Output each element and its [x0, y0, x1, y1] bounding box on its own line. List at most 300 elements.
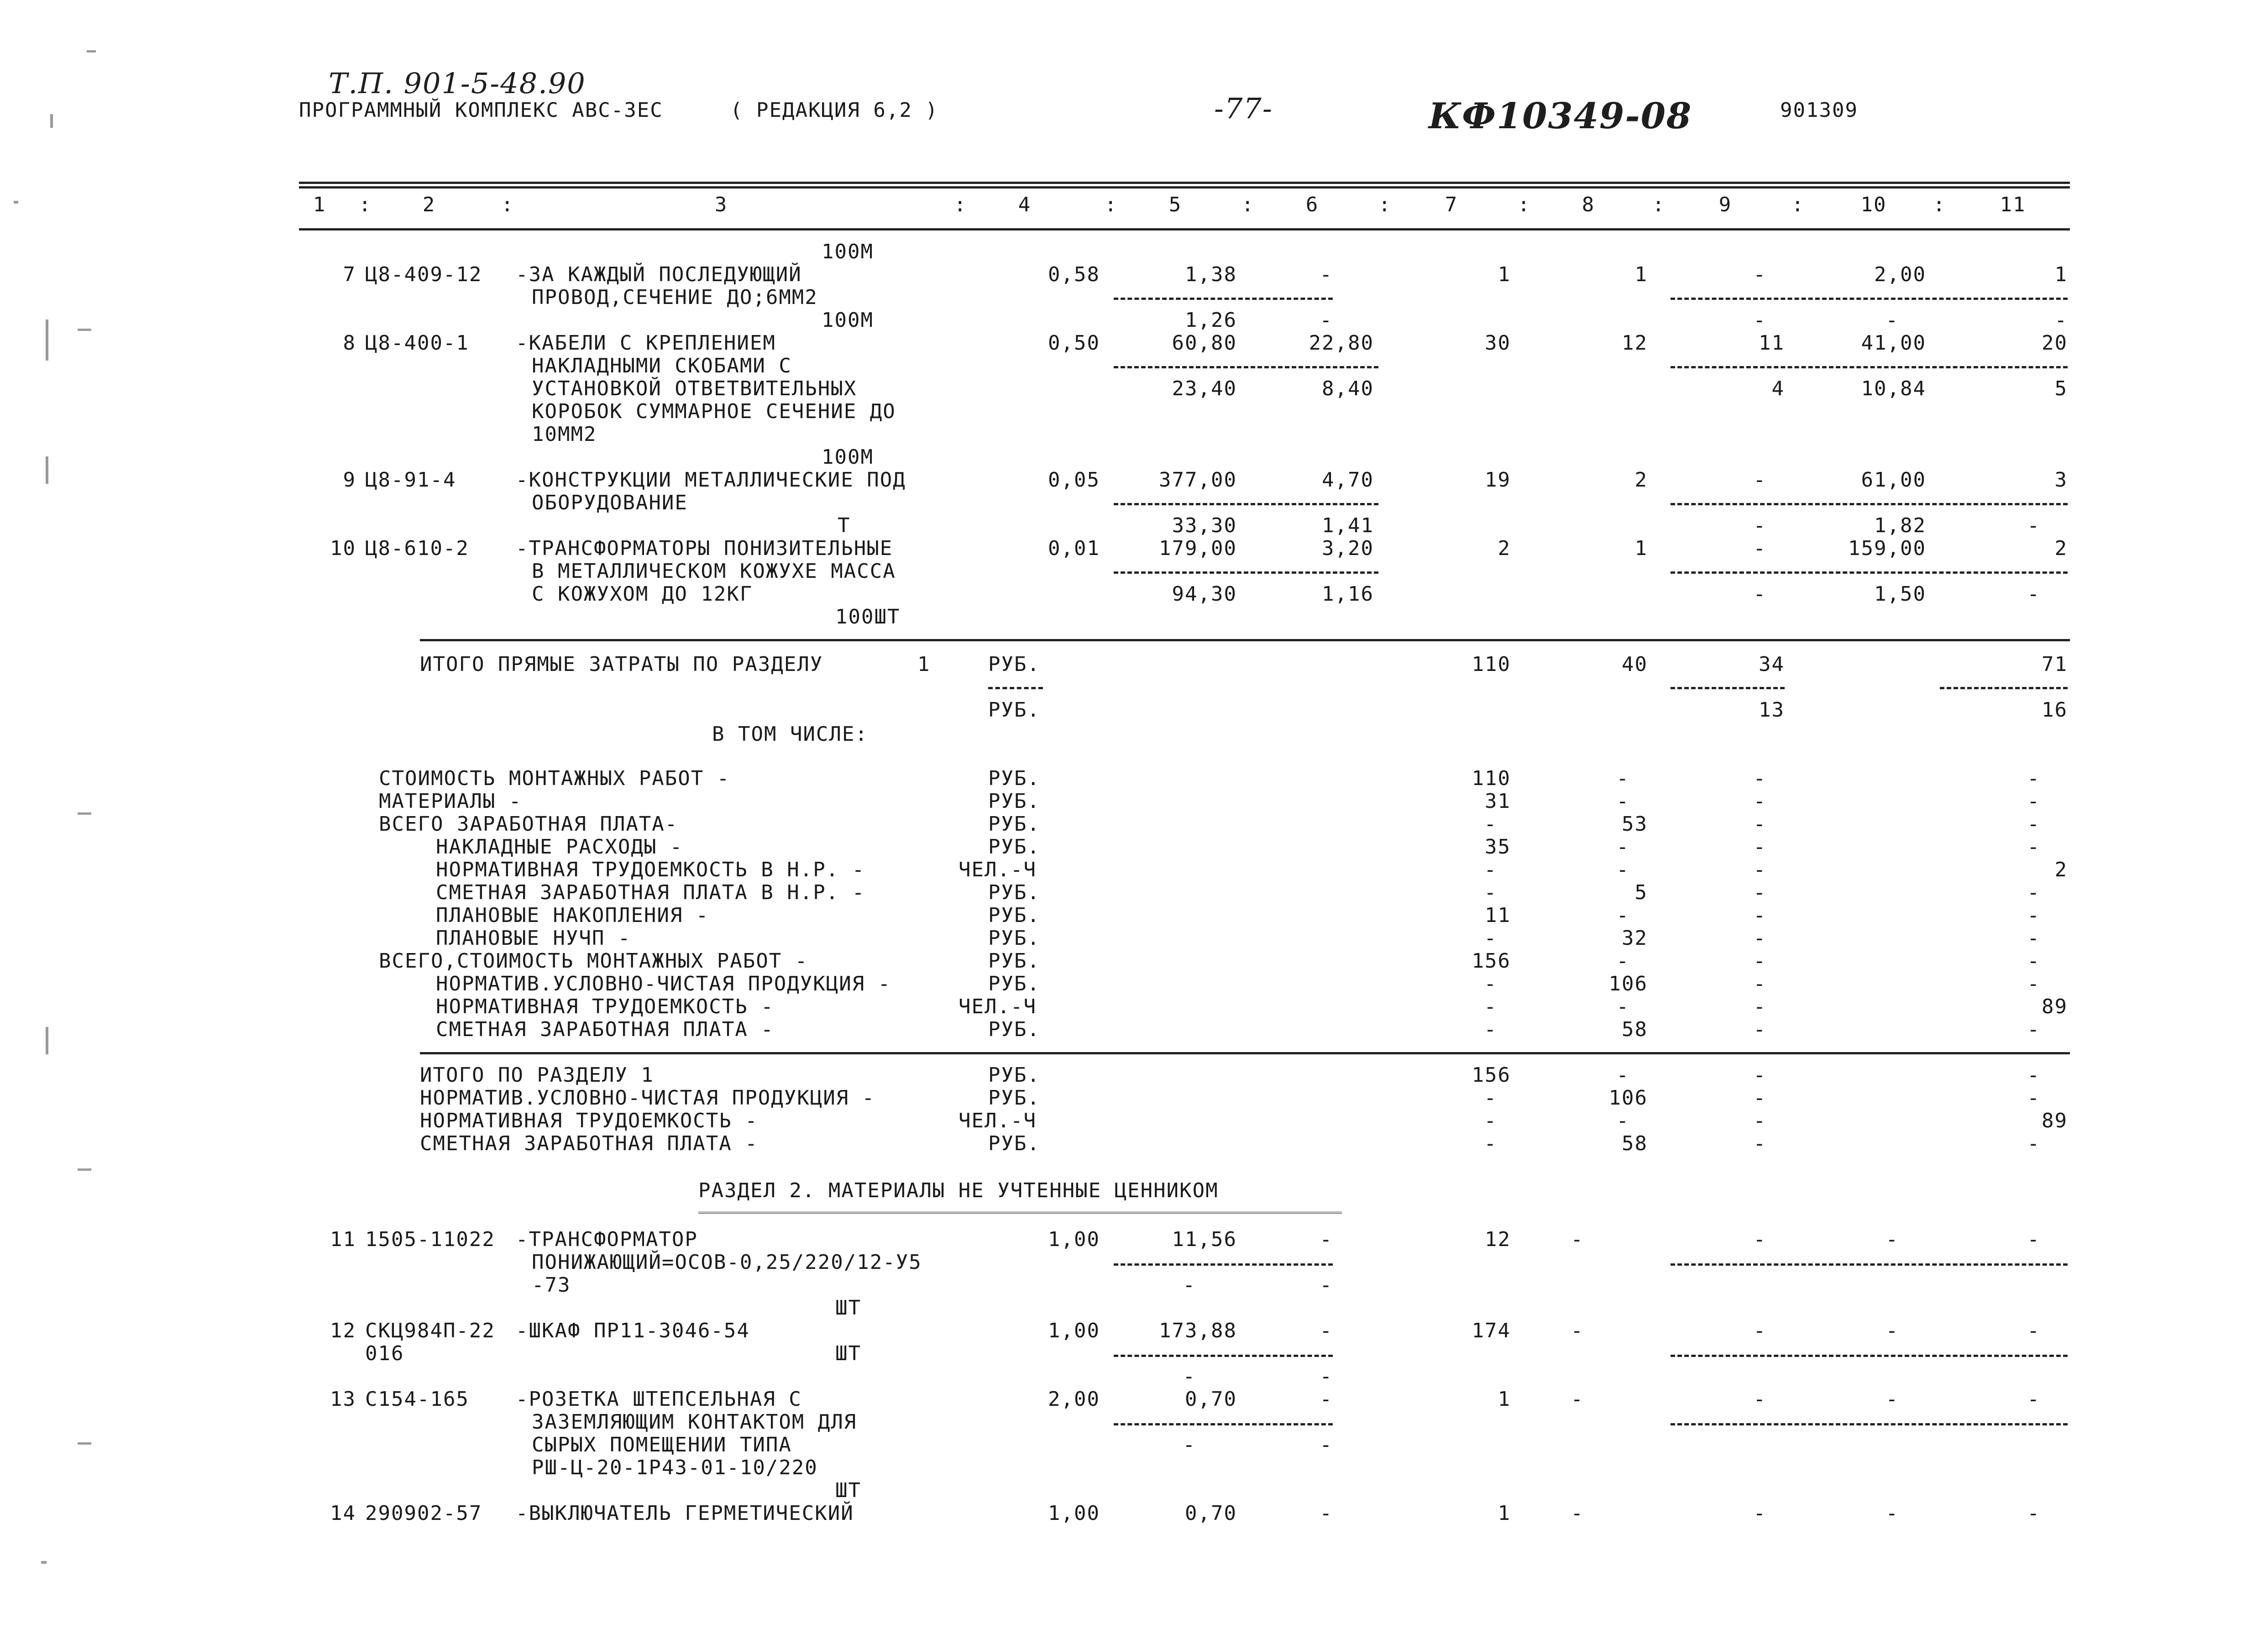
breakdown-col9: -: [1753, 995, 1766, 1018]
breakdown-col9: -: [1753, 949, 1766, 973]
row-quantity: 0,01: [1048, 537, 1100, 560]
row-col5-wage: -: [1183, 1273, 1196, 1297]
breakdown-col7: -: [1484, 858, 1497, 881]
breakdown-col11: -: [2027, 972, 2040, 995]
row-col5-wage: -: [1183, 1433, 1196, 1456]
row-col8: -: [1571, 1502, 1584, 1525]
row-quantity: 2,00: [1048, 1388, 1100, 1411]
row-number: 14: [330, 1502, 356, 1525]
breakdown-unit: РУБ.: [988, 790, 1040, 813]
unit-label: 100М: [822, 240, 874, 263]
row-description: ЗАЗЕМЛЯЮЩИМ КОНТАКТОМ ДЛЯ: [532, 1410, 857, 1434]
row-col9-wage: -: [1753, 309, 1766, 332]
row-description: ОБОРУДОВАНИЕ: [532, 491, 688, 514]
row-subrule: [1114, 1423, 1333, 1425]
breakdown-col8: 5: [1634, 881, 1648, 904]
breakdown-col8: 53: [1622, 812, 1648, 836]
row-col9: -: [1753, 537, 1766, 560]
row-col5-wage: 1,26: [1185, 309, 1237, 332]
breakdown-col11: 2: [2054, 858, 2068, 881]
row-col11-wage: 5: [2054, 377, 2068, 400]
breakdown-col11: -: [2027, 949, 2040, 973]
breakdown-unit: РУБ.: [988, 835, 1040, 859]
breakdown-col8: 106: [1608, 972, 1648, 995]
row-col9: -: [1753, 468, 1766, 492]
row-col5-wage: 23,40: [1172, 377, 1237, 400]
row-subrule: [1671, 298, 2068, 300]
breakdown-col9: -: [1753, 904, 1766, 927]
breakdown-col11: -: [2027, 767, 2040, 790]
breakdown-label: МАТЕРИАЛЫ -: [379, 790, 522, 813]
total-unit: РУБ.: [988, 653, 1040, 676]
breakdown-unit: РУБ.: [988, 881, 1040, 904]
row-description: -РОЗЕТКА ШТЕПСЕЛЬНАЯ С: [516, 1388, 802, 1411]
breakdown-label: НАКЛАДНЫЕ РАСХОДЫ -: [436, 835, 683, 859]
breakdown-col9: -: [1753, 812, 1766, 836]
row-col5: 1,38: [1185, 263, 1237, 286]
breakdown-unit: ЧЕЛ.-Ч: [959, 995, 1037, 1018]
row-col7: 12: [1485, 1228, 1511, 1251]
breakdown-col9: -: [1753, 927, 1766, 950]
row-subrule: [1671, 366, 2068, 368]
section-total-label: ИТОГО ПО РАЗДЕЛУ 1: [420, 1063, 654, 1087]
section-total-col7: -: [1484, 1109, 1497, 1132]
row-col5: 0,70: [1185, 1388, 1237, 1411]
row-col9-wage: -: [1753, 582, 1766, 606]
breakdown-label: НОРМАТИВНАЯ ТРУДОЕМКОСТЬ -: [436, 995, 774, 1018]
row-subrule: [1114, 571, 1378, 574]
row-col10: 2,00: [1874, 263, 1926, 286]
breakdown-unit: РУБ.: [988, 812, 1040, 836]
section-total-col9: -: [1753, 1132, 1766, 1155]
breakdown-unit: РУБ.: [988, 949, 1040, 973]
breakdown-label: ПЛАНОВЫЕ НАКОПЛЕНИЯ -: [436, 904, 709, 927]
row-col11: 3: [2054, 468, 2068, 492]
row-description: -73: [532, 1273, 571, 1297]
row-col6-wage: -: [1320, 309, 1333, 332]
section-total-col7: 156: [1472, 1063, 1511, 1087]
column-separator: :: [501, 193, 514, 216]
row-number: 11: [330, 1228, 356, 1251]
row-col6: -: [1320, 1502, 1333, 1525]
breakdown-col8: -: [1616, 767, 1629, 790]
row-quantity: 0,50: [1048, 331, 1100, 355]
row-description: В МЕТАЛЛИЧЕСКОМ КОЖУХЕ МАССА: [532, 560, 896, 583]
row-description: УСТАНОВКОЙ ОТВЕТВИТЕЛЬНЫХ: [532, 377, 857, 400]
breakdown-col9: -: [1753, 835, 1766, 859]
row-subrule: [1114, 1355, 1333, 1357]
row-col10: -: [1886, 1502, 1899, 1525]
breakdown-col7: 156: [1472, 949, 1511, 973]
row-col11: -: [2027, 1388, 2040, 1411]
row-subrule: [1671, 1355, 2068, 1357]
row-col10-wage: 10,84: [1861, 377, 1926, 400]
row-col6-wage: -: [1320, 1273, 1333, 1297]
row-col6: -: [1320, 1388, 1333, 1411]
row-col9: -: [1753, 263, 1766, 286]
row-description: 10ММ2: [532, 423, 597, 446]
row-col11: -: [2027, 1228, 2040, 1251]
row-subrule: [1114, 298, 1333, 300]
section-total-unit: РУБ.: [988, 1132, 1040, 1155]
column-separator: :: [1933, 193, 1946, 216]
section-total-col11: -: [2027, 1132, 2040, 1155]
section-total-rule: [420, 639, 2070, 641]
row-number: 10: [330, 537, 356, 560]
row-col5: 377,00: [1159, 468, 1237, 492]
section-total-col7: -: [1484, 1132, 1497, 1155]
section-total-col8: -: [1616, 1063, 1629, 1087]
total-col8: 40: [1622, 653, 1648, 676]
total-col9: 34: [1759, 653, 1785, 676]
scan-speck: [78, 1442, 91, 1445]
row-number: 13: [330, 1388, 356, 1411]
breakdown-col7: -: [1484, 927, 1497, 950]
breakdown-col11: -: [2027, 881, 2040, 904]
row-col6: 4,70: [1322, 468, 1374, 492]
row-number: 9: [343, 468, 356, 492]
row-col11: -: [2027, 1319, 2040, 1342]
row-col10-wage: 1,50: [1874, 582, 1926, 606]
breakdown-col9: -: [1753, 790, 1766, 813]
row-unit: ШТ: [835, 1342, 861, 1365]
row-unit: ШТ: [835, 1479, 861, 1502]
row-col7: 174: [1472, 1319, 1511, 1342]
breakdown-col8: -: [1616, 995, 1629, 1018]
row-code: 290902-57: [365, 1502, 482, 1525]
row-quantity: 0,05: [1048, 468, 1100, 492]
breakdown-col7: 11: [1485, 904, 1511, 927]
total-subrule: [1940, 687, 2068, 689]
row-col6-wage: -: [1320, 1433, 1333, 1456]
scan-speck: [46, 1027, 48, 1054]
row-code: Ц8-610-2: [365, 537, 469, 560]
breakdown-unit: РУБ.: [988, 767, 1040, 790]
column-header-10: 10: [1860, 193, 1887, 216]
row-col5: 0,70: [1185, 1502, 1237, 1525]
row-col6: -: [1320, 1319, 1333, 1342]
row-number: 7: [343, 263, 356, 286]
breakdown-col9: -: [1753, 881, 1766, 904]
row-description: РШ-Ц-20-1Р43-01-10/220: [532, 1456, 818, 1479]
row-col6-wage: 8,40: [1322, 377, 1374, 400]
row-number: 12: [330, 1319, 356, 1342]
section-total-label: НОРМАТИВНАЯ ТРУДОЕМКОСТЬ -: [420, 1109, 758, 1132]
breakdown-col7: -: [1484, 812, 1497, 836]
row-description: ПОНИЖАЮЩИЙ=ОСОВ-0,25/220/12-У5: [532, 1251, 922, 1274]
total-col9-wage: 13: [1759, 698, 1785, 722]
section-total-unit: РУБ.: [988, 1063, 1040, 1087]
row-col6: -: [1320, 263, 1333, 286]
breakdown-col7: -: [1484, 1018, 1497, 1041]
row-code: 1505-11022: [365, 1228, 495, 1251]
row-code: Ц8-91-4: [365, 468, 456, 492]
breakdown-col8: -: [1616, 858, 1629, 881]
breakdown-col9: -: [1753, 858, 1766, 881]
column-separator: :: [1791, 193, 1805, 216]
row-col7: 1: [1498, 263, 1511, 286]
row-unit: ШТ: [835, 1296, 861, 1320]
row-col6-wage: 1,16: [1322, 582, 1374, 606]
breakdown-unit: РУБ.: [988, 904, 1040, 927]
breakdown-col8: -: [1616, 904, 1629, 927]
breakdown-label: ВСЕГО,СТОИМОСТЬ МОНТАЖНЫХ РАБОТ -: [379, 949, 808, 973]
row-number: 8: [343, 331, 356, 355]
section-total-col8: 58: [1622, 1132, 1648, 1155]
row-col10: -: [1886, 1388, 1899, 1411]
row-col9: -: [1753, 1502, 1766, 1525]
total-col11-wage: 16: [2042, 698, 2068, 722]
breakdown-col8: -: [1616, 949, 1629, 973]
column-header-7: 7: [1445, 193, 1458, 216]
column-header-2: 2: [422, 193, 436, 216]
breakdown-col7: -: [1484, 881, 1497, 904]
total-unit-wage: РУБ.: [988, 698, 1040, 722]
row-description: -КОНСТРУКЦИИ МЕТАЛЛИЧЕСКИЕ ПОД: [516, 468, 906, 492]
row-col10: -: [1886, 1228, 1899, 1251]
section-total-col11: 89: [2042, 1109, 2068, 1132]
breakdown-col11: -: [2027, 812, 2040, 836]
program-name: ПРОГРАММНЫЙ КОМПЛЕКС АВС-3ЕС: [299, 99, 663, 122]
breakdown-col8: 58: [1622, 1018, 1648, 1041]
document-code: КФ10349-08: [1429, 95, 1692, 137]
breakdown-unit: РУБ.: [988, 927, 1040, 950]
row-col5-wage: 33,30: [1172, 514, 1237, 537]
scan-speck: [46, 320, 48, 361]
row-col6: 3,20: [1322, 537, 1374, 560]
column-separator: :: [954, 193, 967, 216]
row-code: Ц8-400-1: [365, 331, 469, 355]
row-col9: -: [1753, 1228, 1766, 1251]
breakdown-col11: -: [2027, 927, 2040, 950]
row-col11-wage: -: [2027, 514, 2040, 537]
scan-speck: [46, 456, 48, 484]
section-total-rule: [420, 1052, 2070, 1054]
table-top-rule: [299, 182, 2070, 184]
breakdown-col8: -: [1616, 835, 1629, 859]
section-total-label: НОРМАТИВ.УСЛОВНО-ЧИСТАЯ ПРОДУКЦИЯ -: [420, 1086, 875, 1110]
row-col10-wage: 1,82: [1874, 514, 1926, 537]
section-total-col11: -: [2027, 1063, 2040, 1087]
breakdown-label: СМЕТНАЯ ЗАРАБОТНАЯ ПЛАТА В Н.Р. -: [436, 881, 865, 904]
row-col11-wage: -: [2054, 309, 2068, 332]
row-col9: -: [1753, 1319, 1766, 1342]
row-col7: 1: [1498, 1502, 1511, 1525]
row-col11: 20: [2042, 331, 2068, 355]
row-subrule: [1114, 503, 1378, 505]
section-total-unit: РУБ.: [988, 1086, 1040, 1110]
total-col11: 71: [2042, 653, 2068, 676]
breakdown-unit: ЧЕЛ.-Ч: [959, 858, 1037, 881]
row-code-continued: 016: [365, 1342, 404, 1365]
breakdown-label: ПЛАНОВЫЕ НУЧП -: [436, 927, 631, 950]
row-unit: 100ШТ: [835, 605, 901, 629]
row-col11: 1: [2054, 263, 2068, 286]
section-total-unit: ЧЕЛ.-Ч: [959, 1109, 1037, 1132]
breakdown-label: НОРМАТИВНАЯ ТРУДОЕМКОСТЬ В Н.Р. -: [436, 858, 865, 881]
header-bottom-rule: [299, 228, 2070, 230]
breakdown-col11: -: [2027, 790, 2040, 813]
section-2-underline: [698, 1212, 1342, 1217]
breakdown-col9: -: [1753, 972, 1766, 995]
breakdown-unit: РУБ.: [988, 1018, 1040, 1041]
row-col5-wage: -: [1183, 1365, 1196, 1388]
row-unit: 100М: [822, 445, 874, 469]
row-col7: 19: [1485, 468, 1511, 492]
column-separator: :: [1652, 193, 1666, 216]
row-quantity: 1,00: [1048, 1502, 1100, 1525]
row-description: -ЗА КАЖДЫЙ ПОСЛЕДУЮЩИЙ: [516, 263, 802, 286]
column-header-8: 8: [1582, 193, 1595, 216]
section-total-label: СМЕТНАЯ ЗАРАБОТНАЯ ПЛАТА -: [420, 1132, 758, 1155]
row-col6: 22,80: [1309, 331, 1374, 355]
row-col10: 41,00: [1861, 331, 1926, 355]
row-col8: 2: [1634, 468, 1648, 492]
column-separator: :: [1518, 193, 1531, 216]
column-separator: :: [1378, 193, 1392, 216]
column-header-11: 11: [2000, 193, 2026, 216]
breakdown-unit: РУБ.: [988, 972, 1040, 995]
scan-speck: [78, 329, 91, 331]
row-col9-wage: -: [1753, 514, 1766, 537]
row-col8: 1: [1634, 263, 1648, 286]
breakdown-col7: 110: [1472, 767, 1511, 790]
breakdown-label: СТОИМОСТЬ МОНТАЖНЫХ РАБОТ -: [379, 767, 730, 790]
scan-speck: [14, 201, 18, 204]
column-header-9: 9: [1718, 193, 1732, 216]
scan-speck: [41, 1561, 47, 1564]
row-description: -ТРАНСФОРМАТОР: [516, 1228, 698, 1251]
row-col6: -: [1320, 1228, 1333, 1251]
row-col10: 61,00: [1861, 468, 1926, 492]
row-subrule: [1114, 366, 1378, 368]
row-col7: 30: [1485, 331, 1511, 355]
column-separator: :: [1241, 193, 1255, 216]
row-col5: 179,00: [1159, 537, 1237, 560]
row-col5-wage: 94,30: [1172, 582, 1237, 606]
row-col11: 2: [2054, 537, 2068, 560]
column-header-1: 1: [313, 193, 326, 216]
breakdown-label: СМЕТНАЯ ЗАРАБОТНАЯ ПЛАТА -: [436, 1018, 774, 1041]
program-edition: ( РЕДАКЦИЯ 6,2 ): [730, 99, 938, 122]
scan-speck: [87, 50, 96, 52]
row-col10: -: [1886, 1319, 1899, 1342]
row-description: -ТРАНСФОРМАТОРЫ ПОНИЗИТЕЛЬНЫЕ: [516, 537, 893, 560]
breakdown-label: ВСЕГО ЗАРАБОТНАЯ ПЛАТА-: [379, 812, 678, 836]
row-col6-wage: -: [1320, 1365, 1333, 1388]
row-col8: 12: [1622, 331, 1648, 355]
table-top-rule-2: [299, 186, 2070, 189]
breakdown-col11: 89: [2042, 995, 2068, 1018]
row-code: СКЦ984П-22: [365, 1319, 495, 1342]
total-section-number: 1: [917, 653, 931, 676]
row-quantity: 1,00: [1048, 1228, 1100, 1251]
row-col5: 173,88: [1159, 1319, 1237, 1342]
scan-speck: [78, 1168, 91, 1171]
row-subrule: [1114, 1263, 1333, 1266]
breakdown-col7: -: [1484, 995, 1497, 1018]
column-header-6: 6: [1305, 193, 1319, 216]
breakdown-col11: -: [2027, 1018, 2040, 1041]
section-total-col8: 106: [1608, 1086, 1648, 1110]
column-separator: :: [1105, 193, 1118, 216]
total-subrule: [988, 687, 1043, 689]
column-header-5: 5: [1168, 193, 1182, 216]
row-col10: 159,00: [1848, 537, 1926, 560]
row-col7: 1: [1498, 1388, 1511, 1411]
row-description: -КАБЕЛИ С КРЕПЛЕНИЕМ: [516, 331, 776, 355]
including-label: В ТОМ ЧИСЛЕ:: [712, 723, 868, 746]
row-subrule: [1671, 503, 2068, 505]
total-col7: 110: [1472, 653, 1511, 676]
breakdown-col7: -: [1484, 972, 1497, 995]
page-number: -77-: [1214, 92, 1273, 125]
breakdown-label: НОРМАТИВ.УСЛОВНО-ЧИСТАЯ ПРОДУКЦИЯ -: [436, 972, 891, 995]
breakdown-col9: -: [1753, 1018, 1766, 1041]
section-total-col7: -: [1484, 1086, 1497, 1110]
row-col6-wage: 1,41: [1322, 514, 1374, 537]
section-total-col11: -: [2027, 1086, 2040, 1110]
row-col5: 60,80: [1172, 331, 1237, 355]
section-total-col9: -: [1753, 1086, 1766, 1110]
row-col8: -: [1571, 1319, 1584, 1342]
row-quantity: 0,58: [1048, 263, 1100, 286]
breakdown-col11: -: [2027, 904, 2040, 927]
row-unit: 100М: [822, 309, 874, 332]
row-col8: -: [1571, 1228, 1584, 1251]
breakdown-col7: 31: [1485, 790, 1511, 813]
row-description: ПРОВОД,СЕЧЕНИЕ ДО;6ММ2: [532, 286, 818, 309]
section-2-title: РАЗДЕЛ 2. МАТЕРИАЛЫ НЕ УЧТЕННЫЕ ЦЕННИКОМ: [698, 1179, 1219, 1202]
section-total-col9: -: [1753, 1063, 1766, 1087]
row-subrule: [1671, 1423, 2068, 1425]
row-description: СЫРЫХ ПОМЕЩЕНИИ ТИПА: [532, 1433, 792, 1456]
row-col9: -: [1753, 1388, 1766, 1411]
row-description: -ШКАФ ПР11-3046-54: [516, 1319, 750, 1342]
scan-speck: [78, 812, 91, 815]
breakdown-col9: -: [1753, 767, 1766, 790]
total-label: ИТОГО ПРЯМЫЕ ЗАТРАТЫ ПО РАЗДЕЛУ: [420, 653, 823, 676]
row-unit: Т: [838, 514, 851, 537]
row-col8: -: [1571, 1388, 1584, 1411]
column-header-3: 3: [714, 193, 728, 216]
handwritten-reference: Т.П. 901-5-48.90: [329, 67, 586, 100]
code-number: 901309: [1780, 99, 1858, 122]
row-code: Ц8-409-12: [365, 263, 482, 286]
scan-speck: [50, 114, 53, 128]
row-description: НАКЛАДНЫМИ СКОБАМИ С: [532, 354, 792, 377]
row-description: С КОЖУХОМ ДО 12КГ: [532, 582, 753, 606]
row-col9: 11: [1759, 331, 1785, 355]
row-col11: -: [2027, 1502, 2040, 1525]
row-quantity: 1,00: [1048, 1319, 1100, 1342]
row-subrule: [1671, 1263, 2068, 1266]
row-description: -ВЫКЛЮЧАТЕЛЬ ГЕРМЕТИЧЕСКИЙ: [516, 1502, 854, 1525]
section-total-col9: -: [1753, 1109, 1766, 1132]
section-total-col8: -: [1616, 1109, 1629, 1132]
breakdown-col11: -: [2027, 835, 2040, 859]
breakdown-col8: 32: [1622, 927, 1648, 950]
breakdown-col8: -: [1616, 790, 1629, 813]
row-subrule: [1671, 571, 2068, 574]
row-col5: 11,56: [1172, 1228, 1237, 1251]
row-col9-wage: 4: [1771, 377, 1785, 400]
row-col10-wage: -: [1886, 309, 1899, 332]
total-subrule: [1671, 687, 1785, 689]
row-col11-wage: -: [2027, 582, 2040, 606]
column-header-4: 4: [1018, 193, 1032, 216]
row-code: С154-165: [365, 1388, 469, 1411]
